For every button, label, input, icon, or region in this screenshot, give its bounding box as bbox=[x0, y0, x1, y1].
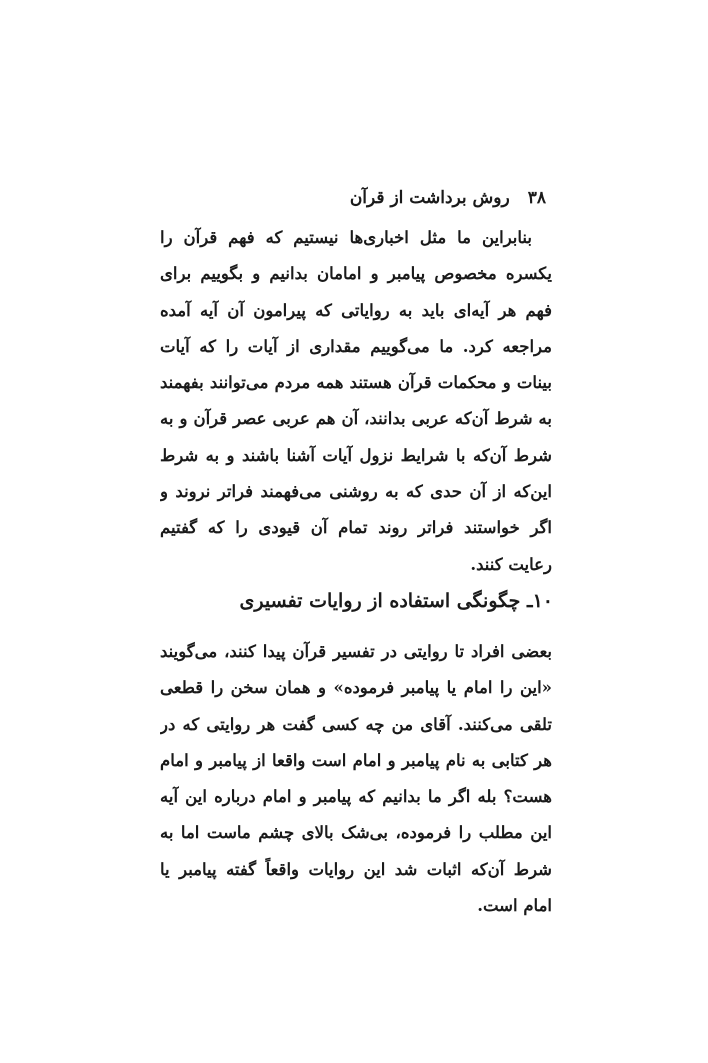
running-title: روش برداشت از قرآن bbox=[349, 188, 510, 208]
paragraph-line: فهم هر آیه‌ای باید به روایاتی که پیرامون آن آیه آمده bbox=[160, 300, 552, 320]
paragraph-line: یکسره مخصوص پیامبر و امامان بدانیم و بگوییم برای bbox=[160, 264, 552, 284]
paragraph-line: بعضی افراد تا روایتی در تفسیر قرآن پیدا کنند، می‌گویند bbox=[160, 642, 552, 661]
paragraph-line: مراجعه کرد. ما می‌گوییم مقداری از آیات را که آیات bbox=[160, 336, 552, 356]
paragraph-1 bbox=[160, 220, 552, 583]
page-number: ۳۸ bbox=[527, 188, 546, 208]
paragraph-line: رعایت کنند. bbox=[470, 554, 552, 574]
section-heading: ۱۰ـ چگونگی استفاده از روایات تفسیری bbox=[239, 590, 553, 612]
paragraph-line: این مطلب را فرموده، بی‌شک بالای چشم ماست اما به bbox=[160, 823, 552, 843]
paragraph-line: «این را امام یا پیامبر فرموده» و همان سخن را قطعی bbox=[160, 678, 552, 698]
paragraph-2 bbox=[160, 634, 552, 924]
paragraph-line: شرط آن‌که با شرایط نزول آیات آشنا باشند و به شرط bbox=[160, 445, 552, 465]
paragraph-line: اگر خواستند فراتر روند تمام آن قیودی را که گفتیم bbox=[160, 518, 552, 538]
paragraph-line: تلقی می‌کنند. آقای من چه کسی گفت هر روایتی که در bbox=[160, 714, 552, 734]
paragraph-line: شرط آن‌که اثبات شد این روایات واقعاً گفته پیامبر یا bbox=[160, 859, 552, 879]
paragraph-line: امام است. bbox=[477, 896, 552, 916]
running-head bbox=[350, 188, 546, 208]
paragraph-line: هست؟ بله اگر ما بدانیم که پیامبر و امام درباره این آیه bbox=[160, 787, 552, 807]
paragraph-line: بینات و محکمات قرآن هستند همه مردم می‌توانند بفهمند bbox=[160, 373, 552, 393]
paragraph-line: این‌که از آن حدی که به روشنی می‌فهمند فراتر نروند و bbox=[160, 482, 552, 502]
paragraph-line: هر کتابی به نام پیامبر و امام است واقعا از پیامبر و امام bbox=[160, 750, 552, 770]
paragraph-line: به شرط آن‌که عربی بدانند، آن هم عربی عصر قرآن و به bbox=[160, 409, 552, 429]
paragraph-line: بنابراین ما مثل اخباری‌ها نیستیم که فهم قرآن را bbox=[160, 228, 532, 247]
